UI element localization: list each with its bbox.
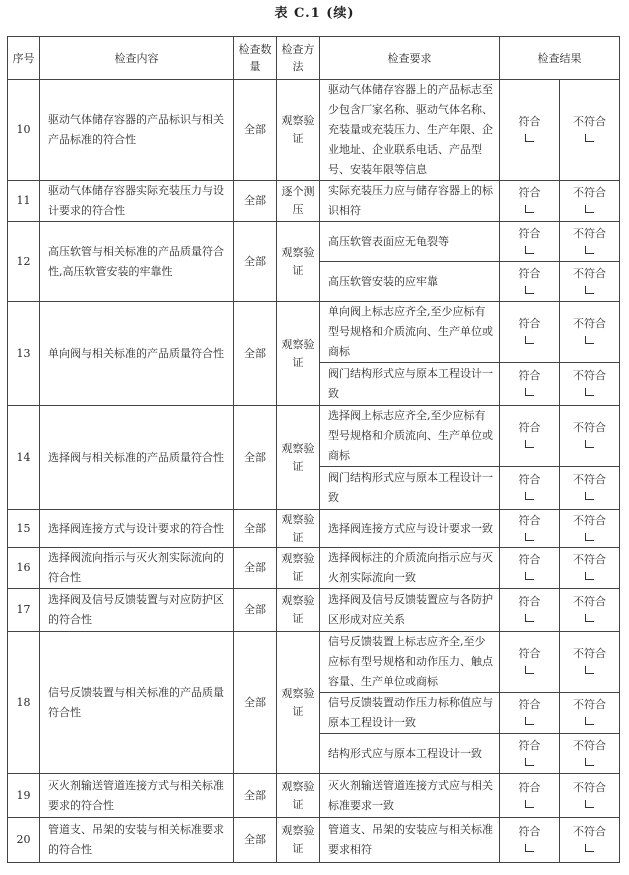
inspection-item: 单向阀与相关标准的产品质量符合性 <box>40 302 234 406</box>
result-pass-cell <box>500 774 560 818</box>
inspection-requirement: 结构形式应与原本工程设计一致 <box>320 734 500 774</box>
result-fail-label: 不符合 <box>573 595 606 608</box>
table-row <box>8 818 620 863</box>
result-fail-checkbox[interactable] <box>585 440 594 448</box>
result-fail-cell <box>560 734 620 774</box>
header-row <box>8 37 620 80</box>
header-result: 检查结果 <box>500 37 620 80</box>
inspection-requirement: 阀门结构形式应与原本工程设计一致 <box>320 467 500 510</box>
result-pass-checkbox[interactable] <box>525 286 534 294</box>
inspection-table <box>7 36 620 863</box>
inspection-quantity: 全部 <box>234 774 277 818</box>
inspection-requirement: 高压软管安装的应牢靠 <box>320 262 500 302</box>
inspection-method: 观察验证 <box>277 774 320 818</box>
result-pass-cell <box>500 363 560 406</box>
inspection-method: 观察验证 <box>277 302 320 406</box>
inspection-quantity: 全部 <box>234 302 277 406</box>
result-fail-checkbox[interactable] <box>585 336 594 344</box>
inspection-requirement: 阀门结构形式应与原本工程设计一致 <box>320 363 500 406</box>
result-pass-cell <box>500 222 560 262</box>
result-fail-label: 不符合 <box>573 513 606 527</box>
result-fail-cell <box>560 262 620 302</box>
result-fail-checkbox[interactable] <box>585 666 594 674</box>
table-row <box>8 222 620 262</box>
result-fail-label: 不符合 <box>573 226 606 240</box>
result-fail-cell <box>560 589 620 632</box>
result-pass-checkbox[interactable] <box>525 844 534 852</box>
result-fail-cell <box>560 302 620 363</box>
result-pass-cell <box>500 589 560 632</box>
result-fail-cell <box>560 80 620 181</box>
row-number: 13 <box>8 302 40 406</box>
result-pass-label: 符合 <box>518 226 541 240</box>
result-fail-checkbox[interactable] <box>585 246 594 254</box>
result-fail-checkbox[interactable] <box>585 758 594 766</box>
result-pass-cell <box>500 181 560 222</box>
result-fail-checkbox[interactable] <box>585 134 594 142</box>
table-row <box>8 510 620 548</box>
result-fail-label: 不符合 <box>573 115 606 128</box>
result-pass-cell <box>500 302 560 363</box>
result-pass-checkbox[interactable] <box>525 758 534 766</box>
inspection-item: 驱动气体储存容器的产品标识与相关产品标准的符合性 <box>40 80 234 181</box>
result-pass-cell <box>500 262 560 302</box>
result-fail-label: 不符合 <box>573 738 606 752</box>
inspection-method: 观察验证 <box>277 222 320 302</box>
inspection-item: 选择阀流向指示与灭火剂实际流向的符合性 <box>40 548 234 589</box>
result-pass-label: 符合 <box>518 186 541 199</box>
inspection-requirement: 实际充装压力应与储存容器上的标识相符 <box>320 181 500 222</box>
result-pass-label: 符合 <box>518 780 541 794</box>
result-fail-cell <box>560 548 620 589</box>
inspection-item: 驱动气体储存容器实际充装压力与设计要求的符合性 <box>40 181 234 222</box>
inspection-requirement: 选择阀上标志应齐全,至少应标有型号规格和介质流向、生产单位或商标 <box>320 406 500 467</box>
header-qty: 检查数量 <box>234 37 277 80</box>
result-fail-checkbox[interactable] <box>585 844 594 852</box>
result-fail-label: 不符合 <box>573 266 606 280</box>
inspection-item: 选择阀及信号反馈装置与对应防护区的符合性 <box>40 589 234 632</box>
result-pass-label: 符合 <box>518 595 541 608</box>
result-pass-cell <box>500 548 560 589</box>
inspection-method: 观察验证 <box>277 406 320 510</box>
inspection-method: 逐个测压 <box>277 181 320 222</box>
result-pass-checkbox[interactable] <box>525 572 534 580</box>
inspection-requirement: 选择阀标注的介质流向指示应与灭火剂实际流向一致 <box>320 548 500 589</box>
header-item: 检查内容 <box>40 37 234 80</box>
result-pass-checkbox[interactable] <box>525 666 534 674</box>
result-fail-checkbox[interactable] <box>585 717 594 725</box>
result-fail-label: 不符合 <box>573 317 606 330</box>
inspection-quantity: 全部 <box>234 406 277 510</box>
result-fail-checkbox[interactable] <box>585 533 594 541</box>
result-fail-label: 不符合 <box>573 698 606 711</box>
row-number: 11 <box>8 181 40 222</box>
result-pass-cell <box>500 80 560 181</box>
inspection-item: 信号反馈装置与相关标准的产品质量符合性 <box>40 632 234 774</box>
result-pass-checkbox[interactable] <box>525 134 534 142</box>
result-pass-checkbox[interactable] <box>525 205 534 213</box>
result-fail-checkbox[interactable] <box>585 286 594 294</box>
result-pass-label: 符合 <box>518 698 541 711</box>
inspection-quantity: 全部 <box>234 818 277 863</box>
result-pass-cell <box>500 693 560 734</box>
result-pass-label: 符合 <box>518 317 541 330</box>
result-pass-label: 符合 <box>518 115 541 128</box>
inspection-requirement: 高压软管表面应无龟裂等 <box>320 222 500 262</box>
result-pass-label: 符合 <box>518 738 541 752</box>
result-pass-cell <box>500 406 560 467</box>
result-fail-cell <box>560 818 620 863</box>
inspection-quantity: 全部 <box>234 589 277 632</box>
row-number: 14 <box>8 406 40 510</box>
inspection-requirement: 选择阀连接方式应与设计要求一致 <box>320 510 500 548</box>
result-pass-label: 符合 <box>518 647 541 660</box>
inspection-item: 选择阀连接方式与设计要求的符合性 <box>40 510 234 548</box>
inspection-method: 观察验证 <box>277 510 320 548</box>
result-fail-label: 不符合 <box>573 825 606 838</box>
table-caption: 表 C.1 (续) <box>274 6 355 21</box>
inspection-method: 观察验证 <box>277 80 320 181</box>
table-row <box>8 589 620 632</box>
row-number: 18 <box>8 632 40 774</box>
row-number: 20 <box>8 818 40 863</box>
result-fail-cell <box>560 632 620 693</box>
result-pass-cell <box>500 510 560 548</box>
result-pass-label: 符合 <box>518 473 541 486</box>
inspection-item: 高压软管与相关标准的产品质量符合性,高压软管安装的牢靠性 <box>40 222 234 302</box>
result-fail-label: 不符合 <box>573 553 606 566</box>
result-pass-cell <box>500 632 560 693</box>
result-fail-label: 不符合 <box>573 780 606 794</box>
inspection-quantity: 全部 <box>234 80 277 181</box>
result-fail-cell <box>560 693 620 734</box>
result-fail-cell <box>560 406 620 467</box>
table-row <box>8 80 620 181</box>
result-pass-checkbox[interactable] <box>525 717 534 725</box>
result-fail-checkbox[interactable] <box>585 614 594 622</box>
result-fail-checkbox[interactable] <box>585 388 594 396</box>
inspection-method: 观察验证 <box>277 589 320 632</box>
result-pass-label: 符合 <box>518 553 541 566</box>
row-number: 15 <box>8 510 40 548</box>
inspection-method: 观察验证 <box>277 632 320 774</box>
result-fail-cell <box>560 363 620 406</box>
result-pass-checkbox[interactable] <box>525 492 534 500</box>
row-number: 16 <box>8 548 40 589</box>
table-row <box>8 774 620 818</box>
inspection-requirement: 单向阀上标志应齐全,至少应标有型号规格和介质流向、生产单位或商标 <box>320 302 500 363</box>
row-number: 12 <box>8 222 40 302</box>
result-pass-cell <box>500 467 560 510</box>
result-pass-checkbox[interactable] <box>525 533 534 541</box>
result-fail-checkbox[interactable] <box>585 800 594 808</box>
inspection-quantity: 全部 <box>234 222 277 302</box>
header-req: 检查要求 <box>320 37 500 80</box>
inspection-quantity: 全部 <box>234 510 277 548</box>
inspection-requirement: 驱动气体储存容器上的产品标志至少包含厂家名称、驱动气体名称、充装量或充装压力、生产年限、企业地址、企业联系电话、产品型号、安装年限等信息 <box>320 80 500 181</box>
table-row <box>8 181 620 222</box>
result-pass-label: 符合 <box>518 369 541 382</box>
result-pass-checkbox[interactable] <box>525 440 534 448</box>
result-fail-checkbox[interactable] <box>585 492 594 500</box>
result-fail-checkbox[interactable] <box>585 205 594 213</box>
result-fail-checkbox[interactable] <box>585 572 594 580</box>
row-number: 10 <box>8 80 40 181</box>
table-row <box>8 302 620 363</box>
result-fail-cell <box>560 774 620 818</box>
inspection-item: 选择阀与相关标准的产品质量符合性 <box>40 406 234 510</box>
inspection-quantity: 全部 <box>234 632 277 774</box>
result-fail-label: 不符合 <box>573 473 606 486</box>
result-pass-label: 符合 <box>518 513 541 527</box>
header-no: 序号 <box>8 37 40 80</box>
result-pass-cell <box>500 818 560 863</box>
result-pass-label: 符合 <box>518 421 541 434</box>
inspection-requirement: 信号反馈装置上标志应齐全,至少应标有型号规格和动作压力、触点容量、生产单位或商标 <box>320 632 500 693</box>
inspection-quantity: 全部 <box>234 548 277 589</box>
result-fail-cell <box>560 181 620 222</box>
inspection-quantity: 全部 <box>234 181 277 222</box>
result-fail-label: 不符合 <box>573 421 606 434</box>
row-number: 17 <box>8 589 40 632</box>
table-row <box>8 406 620 467</box>
result-fail-label: 不符合 <box>573 369 606 382</box>
table-row <box>8 632 620 693</box>
table-body <box>8 80 620 863</box>
inspection-requirement: 信号反馈装置动作压力标称值应与原本工程设计一致 <box>320 693 500 734</box>
result-pass-checkbox[interactable] <box>525 246 534 254</box>
header-method: 检查方法 <box>277 37 320 80</box>
inspection-item: 灭火剂输送管道连接方式与相关标准要求的符合性 <box>40 774 234 818</box>
result-pass-label: 符合 <box>518 825 541 838</box>
result-pass-checkbox[interactable] <box>525 336 534 344</box>
result-pass-cell <box>500 734 560 774</box>
inspection-method: 观察验证 <box>277 818 320 863</box>
result-fail-cell <box>560 510 620 548</box>
result-pass-checkbox[interactable] <box>525 800 534 808</box>
inspection-requirement: 管道支、吊架的安装应与相关标准要求相符 <box>320 818 500 863</box>
result-fail-label: 不符合 <box>573 186 606 199</box>
table-row <box>8 548 620 589</box>
result-fail-cell <box>560 222 620 262</box>
inspection-requirement: 选择阀及信号反馈装置应与各防护区形成对应关系 <box>320 589 500 632</box>
row-number: 19 <box>8 774 40 818</box>
result-fail-label: 不符合 <box>573 647 606 660</box>
result-pass-checkbox[interactable] <box>525 388 534 396</box>
result-pass-label: 符合 <box>518 266 541 280</box>
inspection-item: 管道支、吊架的安装与相关标准要求的符合性 <box>40 818 234 863</box>
inspection-method: 观察验证 <box>277 548 320 589</box>
result-pass-checkbox[interactable] <box>525 614 534 622</box>
inspection-requirement: 灭火剂输送管道连接方式应与相关标准要求一致 <box>320 774 500 818</box>
result-fail-cell <box>560 467 620 510</box>
